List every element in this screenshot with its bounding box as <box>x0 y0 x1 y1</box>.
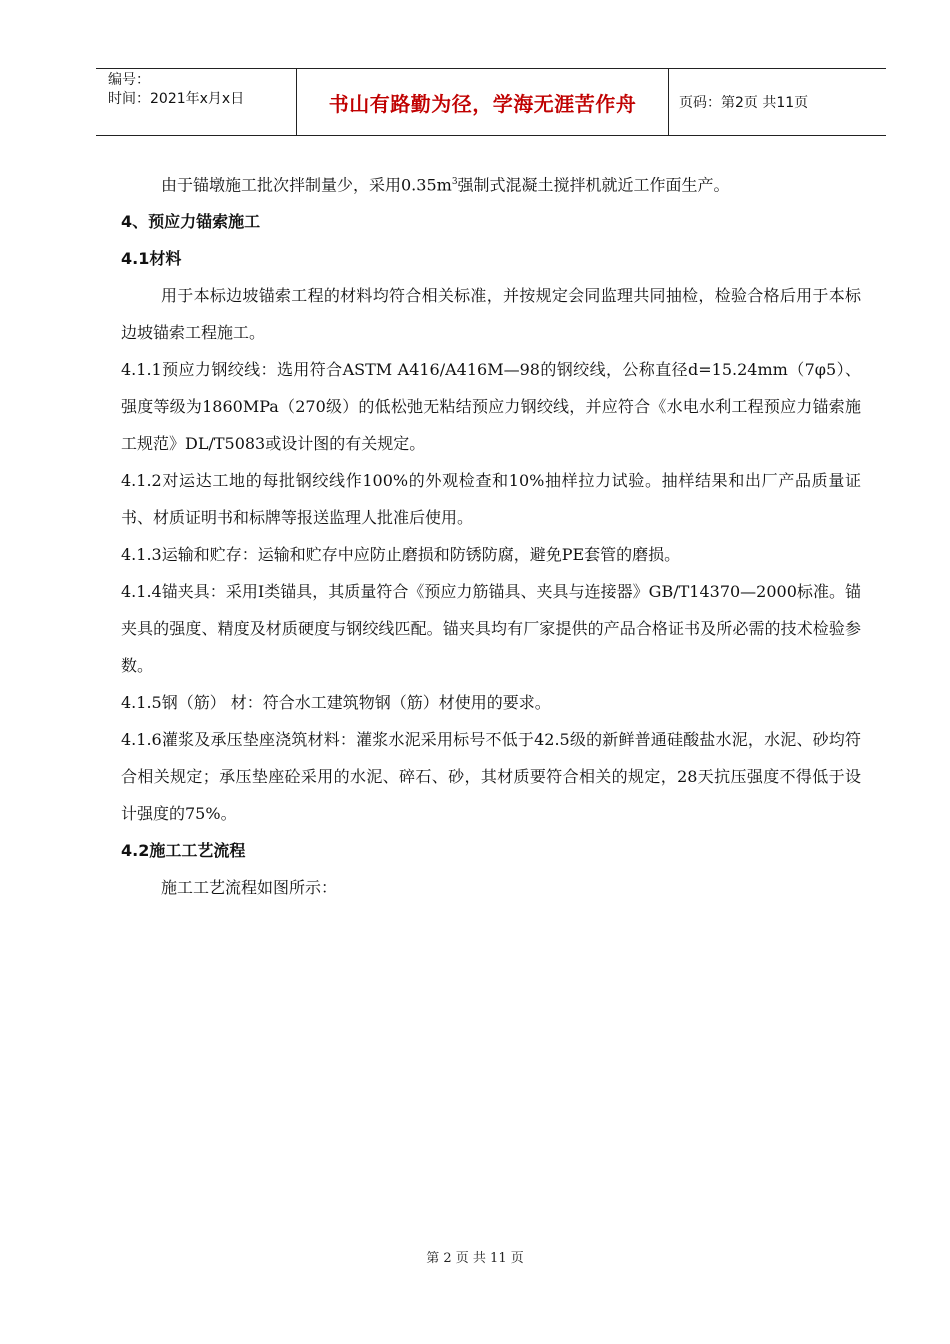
paragraph-mixer-text: 由于锚墩施工批次拌制量少，采用0.35m <box>161 175 452 195</box>
header-meta <box>96 69 297 135</box>
paragraph-4-1-1: 4.1.1预应力钢绞线：选用符合ASTM A416/A416M—98的钢绞线，公称直径d=15.24mm（7φ5）、强度等级为1860MPa（270级）的低松弛无粘结预应力钢绞线，并应符合《水电水利工程预应力锚索施工规范》DL/T5083或设计图的有关规定。 <box>121 360 861 454</box>
paragraph-4-1-3: 4.1.3运输和贮存：运输和贮存中应防止磨损和防锈防腐，避免PE套管的磨损。 <box>121 545 681 565</box>
section-heading-4-2: 4.2施工工艺流程 <box>121 841 246 861</box>
paragraph-4-1-4: 4.1.4锚夹具：采用I类锚具，其质量符合《预应力筋锚具、夹具与连接器》GB/T14370—2000标准。锚夹具的强度、精度及材质硬度与钢绞线匹配。锚夹具均有厂家提供的产品合格证书及所必需的技术检验参数。 <box>121 582 861 676</box>
section-heading-4-1: 4.1材料 <box>121 249 182 269</box>
paragraph-flow: 施工工艺流程如图所示： <box>161 878 338 898</box>
section-heading-4: 4、预应力锚索施工 <box>121 212 261 232</box>
header-motto: 书山有路勤为径，学海无涯苦作舟 <box>297 69 669 135</box>
paragraph-mixer <box>121 164 861 203</box>
paragraph-materials: 用于本标边坡锚索工程的材料均符合相关标准，并按规定会同监理共同抽检，检验合格后用于本标边坡锚索工程施工。 <box>121 286 861 343</box>
time-label: 时间：2021年x月x日 <box>108 91 245 107</box>
paragraph-mixer-text-end: 强制式混凝土搅拌机就近工作面生产。 <box>457 175 730 195</box>
document-body <box>121 164 861 906</box>
paragraph-4-1-2: 4.1.2对运达工地的每批钢绞线作100%的外观检查和10%抽样拉力试验。抽样结果和出厂产品质量证书、材质证明书和标牌等报送监理人批准后使用。 <box>121 471 861 528</box>
paragraph-4-1-6: 4.1.6灌浆及承压垫座浇筑材料：灌浆水泥采用标号不低于42.5级的新鲜普通硅酸盐水泥，水泥、砂均符合相关规定；承压垫座砼采用的水泥、碎石、砂，其材质要符合相关的规定，28天抗压强度不得低于设计强度的75%。 <box>121 730 861 824</box>
number-label: 编号： <box>108 72 150 88</box>
superscript-cubic: 3 <box>451 177 458 187</box>
paragraph-4-1-5: 4.1.5钢（筋） 材：符合水工建筑物钢（筋）材使用的要求。 <box>121 693 551 713</box>
page-header <box>96 68 886 136</box>
header-page-info: 页码：第2页 共11页 <box>679 95 809 111</box>
page-footer: 第 2 页 共 11 页 <box>426 1251 524 1266</box>
